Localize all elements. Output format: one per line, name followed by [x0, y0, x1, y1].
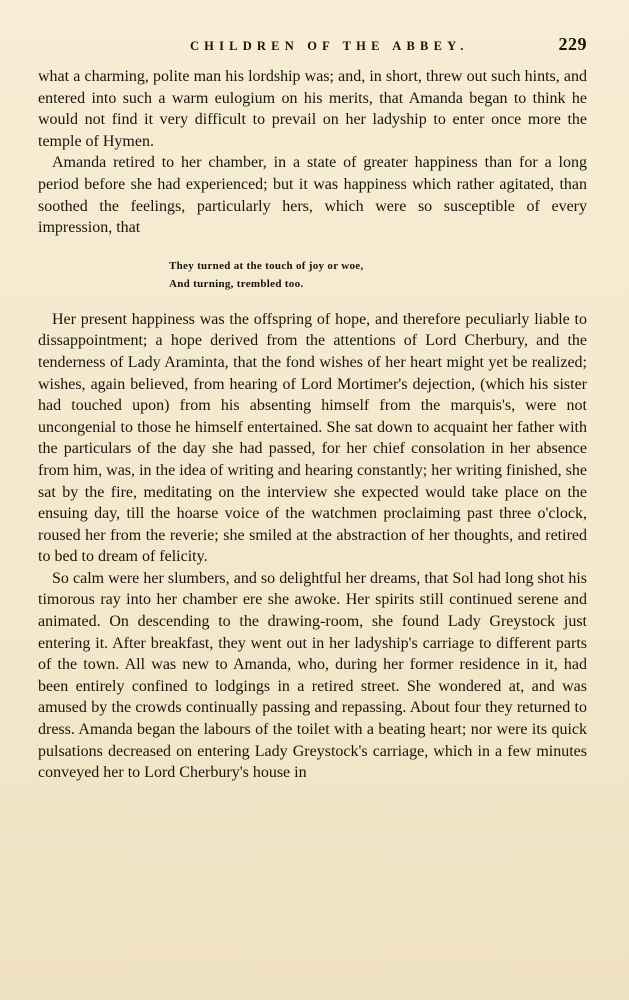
- running-title: CHILDREN OF THE ABBEY.: [189, 39, 469, 53]
- paragraph: Her present happiness was the offspring of hope, and therefore peculiarly liable to dissappointment; a hope derived from the attentions of Lord Cherbury, and the tenderness of Lady Araminta, that the fond wishes of her heart might yet be realized; wishes, again believed, from hearing of Lord Mortimer's dejection, (which his sister had touched upon) from his absenting himself from the marquis's, were not uncongenial to those he himself entertained. She sat down to acquaint her father with the particulars of the day she had passed, for her chief consolation in her absence from him, was, in the idea of writing and hearing constantly; her writing finished, she sat by the fire, meditating on the interview she expected would take place on the ensuing day, till the hoarse voice of the watchmen proclaiming past three o'clock, roused her from the reverie; she smiled at the abstraction of her thoughts, and retired to bed to dream of felicity.: [38, 310, 587, 566]
- page-number: 229: [558, 34, 587, 54]
- paragraph: So calm were her slumbers, and so delightful her dreams, that Sol had long shot his timorous ray into her chamber ere she awoke. Her spirits still continued serene and animated. On descending to the drawing-room, she found Lady Greystock just entering it. After breakfast, they went out in her ladyship's carriage to different parts of the town. All was new to Amanda, who, during her former residence in it, had been entirely confined to lodgings in a retired street. She wondered at, and was amused by the crowds continually passing and repassing. About four they returned to dress. Amanda began the labours of the toilet with a beating heart; nor were its quick pulsations decreased on entering Lady Greystock's carriage, which in a few minutes conveyed her to Lord Cherbury's house in: [38, 569, 587, 782]
- verse-line: They turned at the touch of joy or woe,: [169, 259, 364, 272]
- body-text: [38, 66, 587, 784]
- verse-line: And turning, trembled too.: [169, 277, 304, 290]
- paragraph: what a charming, polite man his lordship was; and, in short, threw out such hints, and entered into such a warm eulogium on his merits, that Amanda began to think he would not find it very difficult to prevail on her ladyship to enter once more the temple of Hymen.: [38, 68, 587, 150]
- running-header: [38, 34, 587, 58]
- paragraph: Amanda retired to her chamber, in a state of greater happiness than for a long period before she had experienced; but it was happiness which rather agitated, than soothed the feelings, particularly hers, which were so susceptible of every impression, that: [38, 154, 587, 237]
- verse-quotation: [38, 257, 587, 293]
